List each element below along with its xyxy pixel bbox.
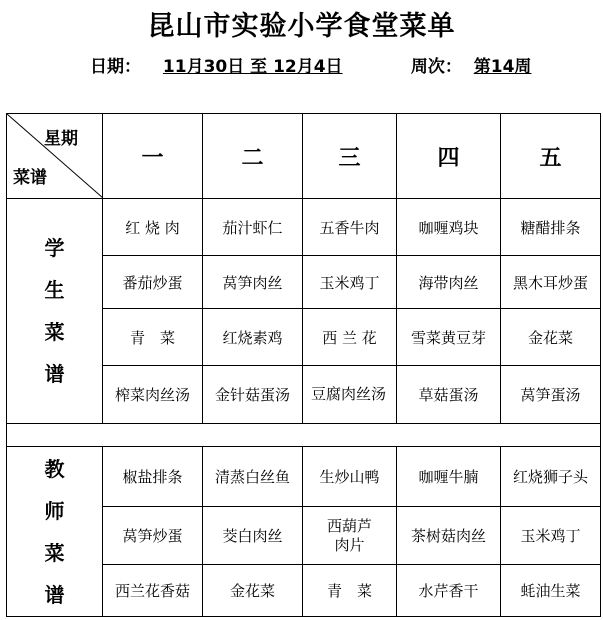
student-label-char: 学 [44,236,65,260]
menu-table [6,113,601,617]
dish-cell: 莴笋蛋汤 [501,366,601,424]
teacher-label-char: 菜 [44,540,65,565]
dish-cell: 红烧狮子头 [501,447,601,507]
dish-cell: 蚝油生菜 [501,565,601,617]
date-week-line [90,52,531,77]
dish-cell: 金花菜 [203,565,303,617]
week-label: 周次： [410,57,462,77]
dish-cell: 豆腐肉丝汤 [303,366,397,424]
dish-cell: 青 菜 [303,565,397,617]
teacher-label-char: 谱 [44,582,65,607]
day-header-4: 四 [397,114,501,199]
dish-cell: 雪菜黄豆芽 [397,309,501,366]
day-header-2: 二 [203,114,303,199]
teacher-row [7,447,601,507]
student-section-label [7,199,103,424]
student-row [7,199,601,256]
dish-cell: 西 兰 花 [303,309,397,366]
teacher-section-label [7,447,103,617]
header-row [7,114,601,199]
dish-cell: 莴笋肉丝 [203,256,303,309]
corner-week-label: 星期 [44,129,78,149]
dish-cell: 番茄炒蛋 [103,256,203,309]
date-label: 日期： [90,57,141,77]
dish-cell: 草菇蛋汤 [397,366,501,424]
dish-cell: 茄汁虾仁 [203,199,303,256]
corner-cell [7,114,103,199]
corner-menu-label: 菜谱 [13,168,47,188]
dish-cell: 海带肉丝 [397,256,501,309]
day-header-5: 五 [501,114,601,199]
dish-cell: 茶树菇肉丝 [397,507,501,565]
page-title: 昆山市实验小学食堂菜单 [147,11,456,42]
dish-cell: 红 烧 肉 [103,199,203,256]
dish-cell: 糖醋排条 [501,199,601,256]
dish-cell: 椒盐排条 [103,447,203,507]
student-label-char: 菜 [44,320,65,344]
dish-cell: 金花菜 [501,309,601,366]
day-header-3: 三 [303,114,397,199]
dish-cell: 玉米鸡丁 [501,507,601,565]
student-label-char: 生 [44,278,65,302]
week-value: 第14周 [473,57,532,77]
dish-cell: 茭白肉丝 [203,507,303,565]
dish-cell: 生炒山鸭 [303,447,397,507]
dish-cell: 水芹香干 [397,565,501,617]
dish-cell: 榨菜肉丝汤 [103,366,203,424]
dish-cell: 黑木耳炒蛋 [501,256,601,309]
dish-cell: 金针菇蛋汤 [203,366,303,424]
dish-cell: 咖喱鸡块 [397,199,501,256]
dish-cell: 玉米鸡丁 [303,256,397,309]
dish-cell: 莴笋炒蛋 [103,507,203,565]
teacher-label-char: 师 [44,498,65,523]
dish-cell: 清蒸白丝鱼 [203,447,303,507]
day-header-1: 一 [103,114,203,199]
dish-cell: 红烧素鸡 [203,309,303,366]
student-label-char: 谱 [44,362,65,386]
spacer-cell [7,424,601,447]
dish-cell: 西兰花香菇 [103,565,203,617]
dish-cell: 咖喱牛腩 [397,447,501,507]
date-value: 11月30日 至 12月4日 [162,57,343,77]
dish-cell: 西葫芦肉片 [303,507,397,565]
teacher-label-char: 教 [44,456,65,481]
dish-cell: 五香牛肉 [303,199,397,256]
dish-cell: 青 菜 [103,309,203,366]
section-spacer [7,424,601,447]
